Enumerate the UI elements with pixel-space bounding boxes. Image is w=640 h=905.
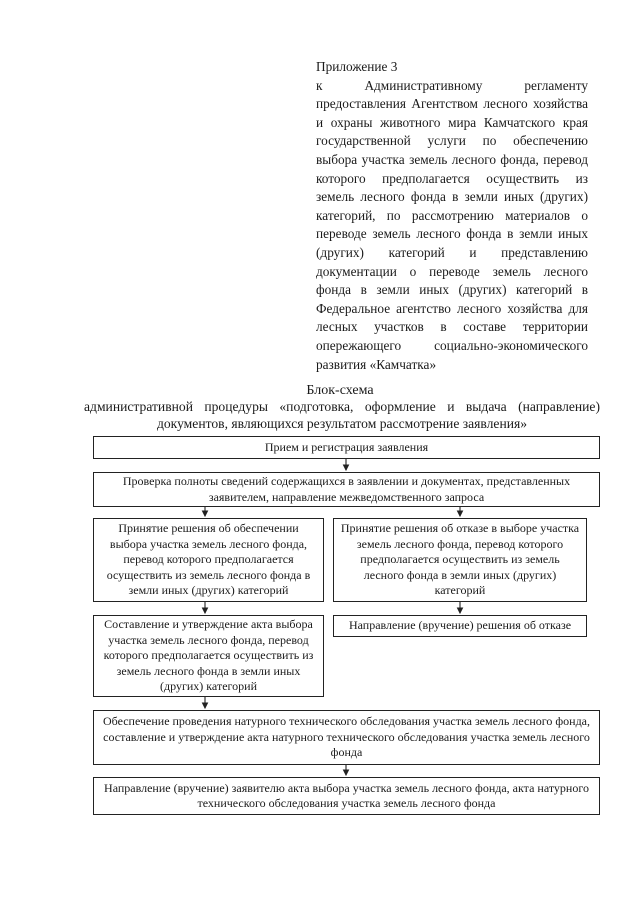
schema-subtitle: административной процедуры «подготовка, оформление и выдача (направление) документов, являющихся результатом рассмотрение заявления» [84,399,600,431]
act-approval: Составление и утверждение акта выбора участка земель лесного фонда, перевод которого предполагается осуществить из земель лесного фонда в земли иных (других) категорий [93,615,324,697]
field-inspection: Обеспечение проведения натурного технического обследования участка земель лесного фонда, составление и утверждение акта натурного технического обследования участка земель лесного фонда [93,710,600,765]
decision-refuse: Принятие решения об отказе в выборе участка земель лесного фонда, перевод которого предполагается осуществить из земель лесного фонда в земли иных (других) категорий [333,518,587,602]
appendix-title: Приложение 3 [316,59,398,74]
step-reception: Прием и регистрация заявления [93,436,600,459]
schema-title: Блок-схема [306,383,374,398]
refusal-sending: Направление (вручение) решения об отказе [333,615,587,637]
appendix-text: к Административному регламенту предоставления Агентством лесного хозяйства и охраны животного мира Камчатского края государственной услуги по обеспечению выбора участка земель лесного фонда, перевод которого предполагается осуществить из земель лесного фонда в земли иных (других) категорий, по рассмотрению материалов о переводе земель лесного фонда в земли иных (других) категорий и представлению документации о переводе земель лесного фонда в земли иных (других) категорий в Федеральное агентство лесного хозяйства для лесных участков в составе территории опережающего социально-экономического развития «Камчатка» [316,77,588,372]
step-completeness-check: Проверка полноты сведений содержащихся в заявлении и документах, представленных заявителем, направление межведомственного запроса [93,472,600,507]
final-sending: Направление (вручение) заявителю акта выбора участка земель лесного фонда, акта натурного технического обследования участка земель лесного фонда [93,777,600,815]
decision-accept: Принятие решения об обеспечении выбора участка земель лесного фонда, перевод которого предполагается осуществить из земель лесного фонда в земли иных (других) категорий [93,518,324,602]
